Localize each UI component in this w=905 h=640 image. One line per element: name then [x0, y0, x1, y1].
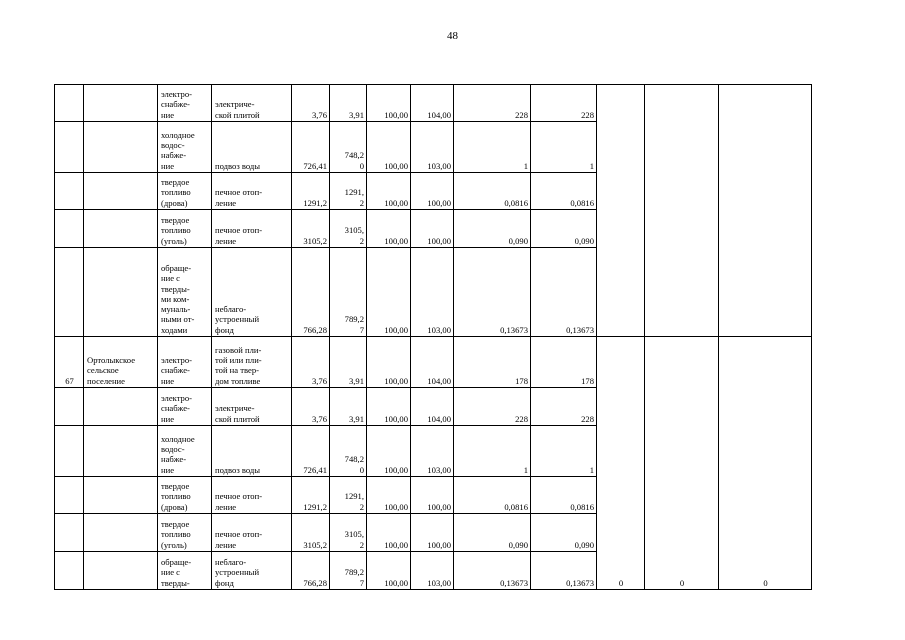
- row-number-cell: [55, 122, 84, 173]
- settlement-cell: [84, 173, 158, 210]
- index-new-cell: 103,00: [411, 426, 454, 477]
- tariff-new-cell: 3105, 2: [330, 210, 367, 248]
- index-new-cell: 100,00: [411, 514, 454, 552]
- row-number-cell: [55, 477, 84, 514]
- settlement-cell: [84, 210, 158, 248]
- utility-cell: холодное водос- набже- ние: [158, 426, 212, 477]
- utility-cell: электро- снабже- ние: [158, 85, 212, 122]
- right-col-3-cell: [719, 85, 812, 337]
- index-new-cell: 100,00: [411, 210, 454, 248]
- payment-base-cell: 0,090: [454, 514, 531, 552]
- settlement-cell: [84, 552, 158, 590]
- table-row: [55, 85, 812, 122]
- consumer-type-cell: газовой пли- той или пли- той на твер- дом топливе: [212, 337, 292, 388]
- utility-cell: электро- снабже- ние: [158, 388, 212, 426]
- settlement-cell: [84, 477, 158, 514]
- row-number-cell: [55, 388, 84, 426]
- payment-base-cell: 0,13673: [454, 552, 531, 590]
- consumer-type-cell: подвоз воды: [212, 426, 292, 477]
- right-col-2-cell: 0: [645, 337, 719, 590]
- tariff-new-cell: 748,2 0: [330, 122, 367, 173]
- consumer-type-cell: неблаго- устроенный фонд: [212, 552, 292, 590]
- tariff-new-cell: 789,2 7: [330, 248, 367, 337]
- payment-base-cell: 0,0816: [454, 477, 531, 514]
- settlement-cell: [84, 122, 158, 173]
- index-base-cell: 100,00: [367, 122, 411, 173]
- index-new-cell: 103,00: [411, 122, 454, 173]
- index-base-cell: 100,00: [367, 552, 411, 590]
- tariff-base-cell: 726,41: [292, 122, 330, 173]
- payment-base-cell: 0,090: [454, 210, 531, 248]
- consumer-type-cell: электриче- ской плитой: [212, 85, 292, 122]
- index-base-cell: 100,00: [367, 210, 411, 248]
- tariff-new-cell: 789,2 7: [330, 552, 367, 590]
- index-base-cell: 100,00: [367, 426, 411, 477]
- payment-new-cell: 0,090: [531, 210, 597, 248]
- index-new-cell: 104,00: [411, 388, 454, 426]
- payment-base-cell: 0,0816: [454, 173, 531, 210]
- payment-base-cell: 228: [454, 85, 531, 122]
- utility-cell: обраще- ние с тверды- ми ком- муналь- ными от- ходами: [158, 248, 212, 337]
- payment-new-cell: 0,13673: [531, 552, 597, 590]
- tariff-new-cell: 3105, 2: [330, 514, 367, 552]
- tariff-new-cell: 748,2 0: [330, 426, 367, 477]
- index-base-cell: 100,00: [367, 388, 411, 426]
- right-col-3-cell: 0: [719, 337, 812, 590]
- index-base-cell: 100,00: [367, 85, 411, 122]
- consumer-type-cell: печное отоп- ление: [212, 514, 292, 552]
- right-col-2-cell: [645, 85, 719, 337]
- index-new-cell: 103,00: [411, 552, 454, 590]
- row-number-cell: [55, 552, 84, 590]
- index-new-cell: 104,00: [411, 337, 454, 388]
- payment-new-cell: 228: [531, 388, 597, 426]
- payment-base-cell: 178: [454, 337, 531, 388]
- payment-new-cell: 228: [531, 85, 597, 122]
- settlement-cell: [84, 426, 158, 477]
- tariff-new-cell: 1291, 2: [330, 173, 367, 210]
- utility-cell: обраще- ние с тверды-: [158, 552, 212, 590]
- utility-cell: твердое топливо (дрова): [158, 477, 212, 514]
- right-col-1-cell: [597, 85, 645, 337]
- payment-base-cell: 1: [454, 426, 531, 477]
- row-number-cell: [55, 210, 84, 248]
- consumer-type-cell: подвоз воды: [212, 122, 292, 173]
- settlement-cell: [84, 85, 158, 122]
- row-number-cell: [55, 426, 84, 477]
- tariff-base-cell: 3,76: [292, 388, 330, 426]
- settlement-cell: [84, 514, 158, 552]
- payment-new-cell: 1: [531, 122, 597, 173]
- settlement-cell: [84, 388, 158, 426]
- payment-new-cell: 0,13673: [531, 248, 597, 337]
- utility-cell: холодное водос- набже- ние: [158, 122, 212, 173]
- index-new-cell: 103,00: [411, 248, 454, 337]
- tariff-new-cell: 3,91: [330, 85, 367, 122]
- tariff-new-cell: 1291, 2: [330, 477, 367, 514]
- index-new-cell: 100,00: [411, 173, 454, 210]
- index-base-cell: 100,00: [367, 337, 411, 388]
- tariff-base-cell: 1291,2: [292, 477, 330, 514]
- payment-new-cell: 178: [531, 337, 597, 388]
- tariff-base-cell: 1291,2: [292, 173, 330, 210]
- payment-new-cell: 0,0816: [531, 173, 597, 210]
- tariff-base-cell: 766,28: [292, 552, 330, 590]
- index-base-cell: 100,00: [367, 248, 411, 337]
- index-new-cell: 104,00: [411, 85, 454, 122]
- tariff-base-cell: 766,28: [292, 248, 330, 337]
- consumer-type-cell: неблаго- устроенный фонд: [212, 248, 292, 337]
- payment-new-cell: 1: [531, 426, 597, 477]
- settlement-cell: [84, 248, 158, 337]
- tariff-new-cell: 3,91: [330, 337, 367, 388]
- payment-base-cell: 1: [454, 122, 531, 173]
- row-number-cell: [55, 514, 84, 552]
- settlement-cell: Ортолыкское сельское поселение: [84, 337, 158, 388]
- tariff-new-cell: 3,91: [330, 388, 367, 426]
- utility-cell: твердое топливо (дрова): [158, 173, 212, 210]
- tariff-base-cell: 3,76: [292, 85, 330, 122]
- index-base-cell: 100,00: [367, 477, 411, 514]
- utility-cell: твердое топливо (уголь): [158, 210, 212, 248]
- consumer-type-cell: печное отоп- ление: [212, 477, 292, 514]
- payment-new-cell: 0,090: [531, 514, 597, 552]
- consumer-type-cell: электриче- ской плитой: [212, 388, 292, 426]
- page-number: 48: [447, 30, 458, 42]
- tariff-table: [54, 84, 812, 590]
- consumer-type-cell: печное отоп- ление: [212, 173, 292, 210]
- index-base-cell: 100,00: [367, 514, 411, 552]
- tariff-base-cell: 3105,2: [292, 210, 330, 248]
- table-row: [55, 337, 812, 388]
- consumer-type-cell: печное отоп- ление: [212, 210, 292, 248]
- row-number-cell: [55, 248, 84, 337]
- tariff-base-cell: 3,76: [292, 337, 330, 388]
- tariff-base-cell: 726,41: [292, 426, 330, 477]
- payment-new-cell: 0,0816: [531, 477, 597, 514]
- row-number-cell: [55, 85, 84, 122]
- index-base-cell: 100,00: [367, 173, 411, 210]
- tariff-base-cell: 3105,2: [292, 514, 330, 552]
- right-col-1-cell: 0: [597, 337, 645, 590]
- utility-cell: твердое топливо (уголь): [158, 514, 212, 552]
- row-number-cell: [55, 173, 84, 210]
- utility-cell: электро- снабже- ние: [158, 337, 212, 388]
- payment-base-cell: 0,13673: [454, 248, 531, 337]
- index-new-cell: 100,00: [411, 477, 454, 514]
- payment-base-cell: 228: [454, 388, 531, 426]
- row-number-cell: 67: [55, 337, 84, 388]
